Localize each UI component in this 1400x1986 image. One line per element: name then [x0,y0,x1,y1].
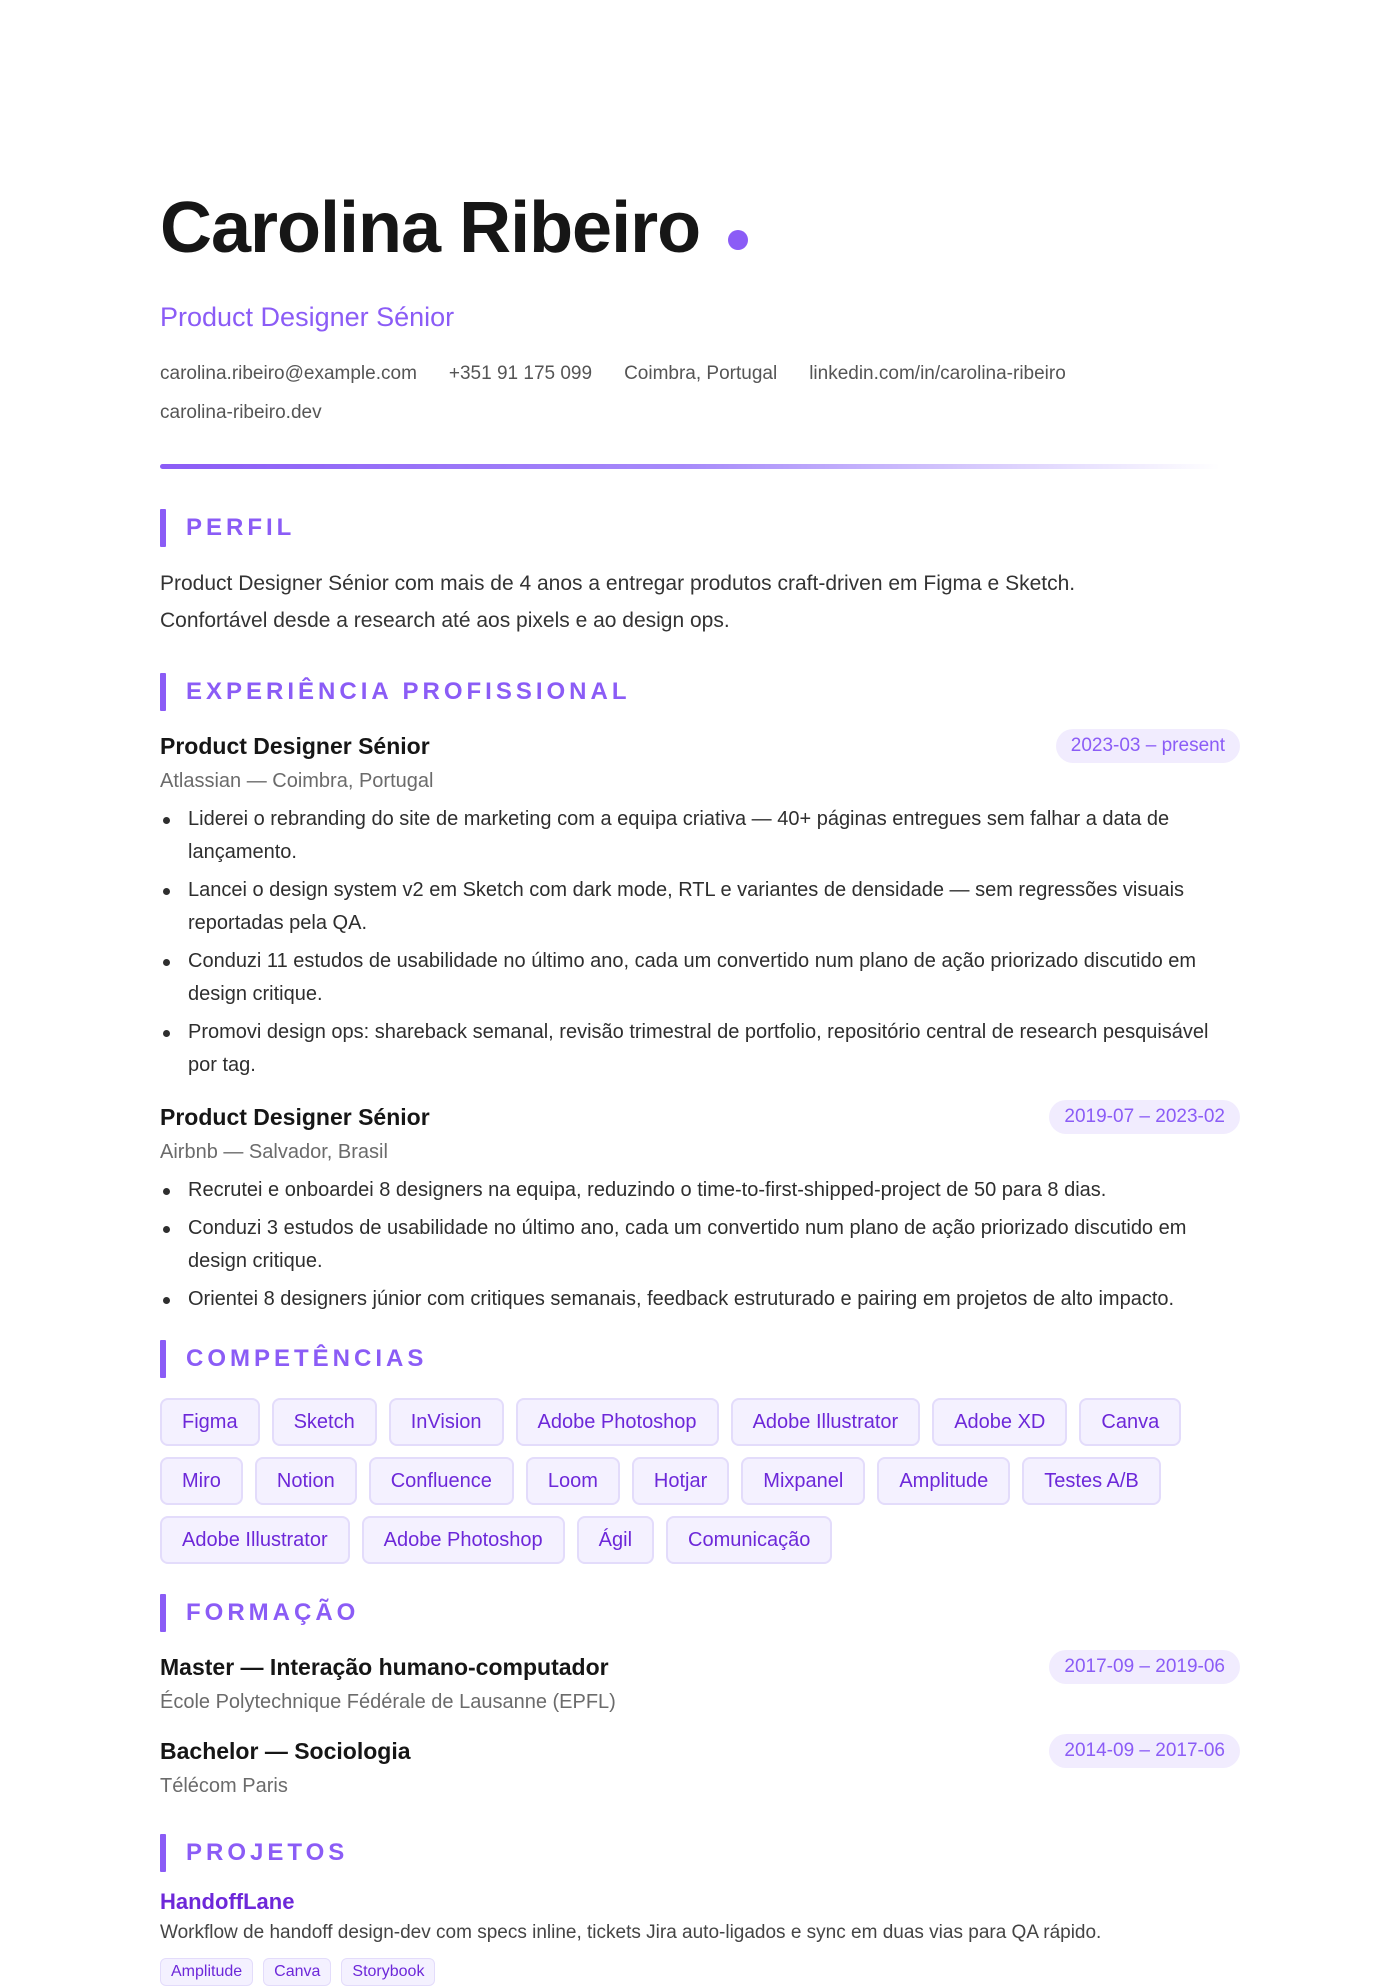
section-title-experience: EXPERIÊNCIA PROFISSIONAL [186,678,631,705]
education-degree: Bachelor — Sociologia [160,1737,411,1764]
job-header [160,1100,1240,1134]
contact-phone[interactable]: +351 91 175 099 [448,363,593,384]
contact-website[interactable]: carolina-ribeiro.dev [160,402,322,423]
education-header [160,1650,1240,1684]
resume-content [160,186,1240,1986]
section-accent-bar [160,1834,166,1872]
section-header-experience [160,673,1240,711]
education-dates-badge: 2017-09 – 2019-06 [1049,1650,1240,1684]
skill-tag: Canva [1079,1398,1181,1446]
section-accent-bar [160,1340,166,1378]
skill-tag: Testes A/B [1022,1457,1161,1505]
skill-tag: Loom [526,1457,620,1505]
education-school: Télécom Paris [160,1775,288,1797]
section-accent-bar [160,509,166,547]
skill-tag: Amplitude [877,1457,1010,1505]
job-bullet: Conduzi 3 estudos de usabilidade no último ano, cada um convertido num plano de ação priorizado discutido em design critique. [160,1212,1240,1278]
skill-tag: Adobe Photoshop [362,1516,565,1564]
job-entry [160,1100,1240,1316]
skill-tag: Adobe Photoshop [516,1398,719,1446]
skill-tag: Hotjar [632,1457,729,1505]
contact-linkedin[interactable]: linkedin.com/in/carolina-ribeiro [809,363,1066,384]
job-bullets [160,803,1240,1082]
skill-tag: Adobe Illustrator [160,1516,350,1564]
job-bullet: Conduzi 11 estudos de usabilidade no último ano, cada um convertido num plano de ação priorizado discutido em design critique. [160,945,1240,1011]
job-company: Atlassian — Coimbra, Portugal [160,770,434,792]
project-name[interactable]: HandoffLane [160,1889,295,1914]
education-entry [160,1650,1240,1720]
profile-line: Confortável desde a research até aos pixels e ao design ops. [160,609,730,632]
accent-dot-icon [728,230,748,250]
section-accent-bar [160,1594,166,1632]
skill-tag: Ágil [577,1516,654,1564]
profile-line: Product Designer Sénior com mais de 4 anos a entregar produtos craft-driven em Figma e Sketch. [160,572,1076,595]
project-tag-list [160,1958,1240,1986]
project-description: Workflow de handoff design-dev com specs inline, tickets Jira auto-ligados e sync em duas vias para QA rápido. [160,1922,1102,1943]
skill-tag: Adobe XD [932,1398,1067,1446]
name-row [160,186,1240,270]
project-tag: Amplitude [160,1958,253,1986]
contact-list [160,354,1160,432]
job-title: Product Designer Sénior [160,732,430,759]
job-bullet: Lancei o design system v2 em Sketch com dark mode, RTL e variantes de densidade — sem regressões visuais reportadas pela QA. [160,874,1240,940]
candidate-name: Carolina Ribeiro [160,188,701,268]
job-bullet: Recrutei e onboardei 8 designers na equipa, reduzindo o time-to-first-shipped-project de 50 para 8 dias. [160,1174,1240,1207]
candidate-role: Product Designer Sénior [160,302,455,332]
job-entry [160,729,1240,1082]
section-title-education: FORMAÇÃO [186,1599,360,1626]
contact-location: Coimbra, Portugal [624,363,778,384]
job-dates-badge: 2023-03 – present [1056,729,1240,763]
job-title: Product Designer Sénior [160,1103,430,1130]
profile-summary [160,565,1240,639]
job-bullet: Promovi design ops: shareback semanal, revisão trimestral de portfolio, repositório central de research pesquisável por tag. [160,1016,1240,1082]
education-dates-badge: 2014-09 – 2017-06 [1049,1734,1240,1768]
skill-tag: Sketch [272,1398,377,1446]
project-tag: Canva [263,1958,331,1986]
skill-tag: Figma [160,1398,260,1446]
section-header-projects [160,1834,1240,1872]
skills-tag-list [160,1398,1240,1564]
skill-tag: Comunicação [666,1516,832,1564]
job-company: Airbnb — Salvador, Brasil [160,1141,388,1163]
section-header-profile [160,509,1240,547]
job-dates-badge: 2019-07 – 2023-02 [1049,1100,1240,1134]
skill-tag: Miro [160,1457,243,1505]
contact-email[interactable]: carolina.ribeiro@example.com [160,363,417,384]
education-school: École Polytechnique Fédérale de Lausanne (EPFL) [160,1691,616,1713]
skill-tag: Adobe Illustrator [731,1398,921,1446]
project-entry [160,1888,1240,1986]
education-entry [160,1734,1240,1804]
skill-tag: InVision [389,1398,504,1446]
section-header-skills [160,1340,1240,1378]
skill-tag: Notion [255,1457,357,1505]
education-header [160,1734,1240,1768]
section-accent-bar [160,673,166,711]
skill-tag: Confluence [369,1457,514,1505]
job-header [160,729,1240,763]
job-bullets [160,1174,1240,1316]
job-bullet: Liderei o rebranding do site de marketing com a equipa criativa — 40+ páginas entregues sem falhar a data de lançamento. [160,803,1240,869]
education-degree: Master — Interação humano-computador [160,1653,609,1680]
job-bullet: Orientei 8 designers júnior com critiques semanais, feedback estruturado e pairing em projetos de alto impacto. [160,1283,1240,1316]
project-tag: Storybook [341,1958,435,1986]
section-title-projects: PROJETOS [186,1839,349,1866]
skill-tag: Mixpanel [741,1457,865,1505]
section-title-profile: PERFIL [186,514,296,541]
section-header-education [160,1594,1240,1632]
section-title-skills: COMPETÊNCIAS [186,1345,428,1372]
header-divider [160,464,1220,469]
